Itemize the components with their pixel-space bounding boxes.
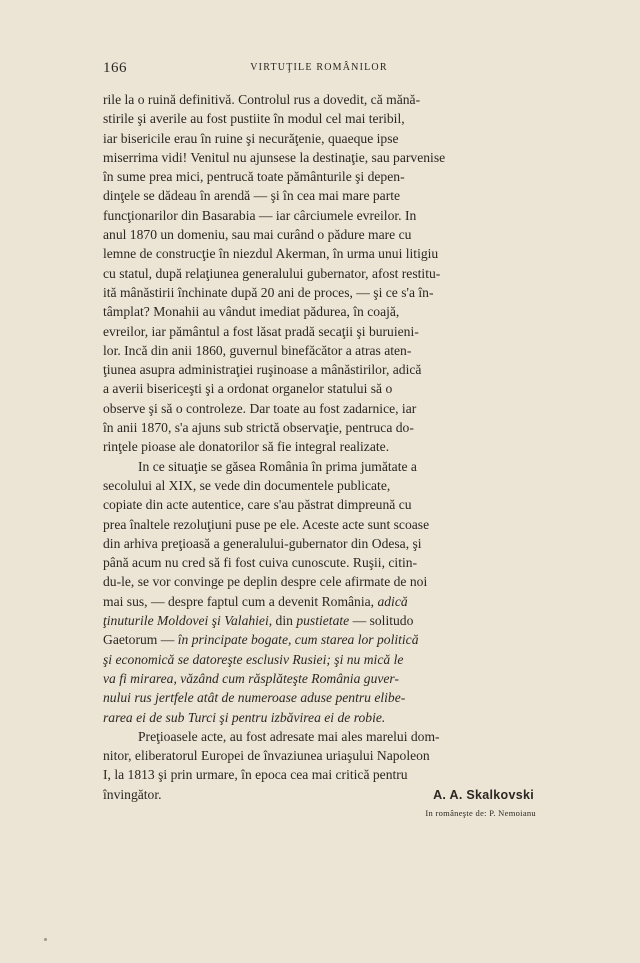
- text-line: lor. Incă din anii 1860, guvernul binefăcător a atras aten-: [103, 342, 412, 358]
- text-line: în anii 1870, s'a ajuns sub strictă observaţie, pentruca do-: [103, 420, 414, 436]
- text-line: observe şi să o controleze. Dar toate au fost zadarnice, iar: [103, 400, 417, 416]
- text-line: ţinuturile Moldovei şi Valahiei, din pustietate — solitudo: [103, 613, 414, 629]
- text-line: învingător.: [103, 786, 162, 802]
- author-signature: A. A. Skalkovski: [433, 788, 534, 802]
- text-line: rarea ei de sub Turci şi pentru izbăvirea ei de robie.: [103, 709, 386, 725]
- text-line: evreilor, iar pământul a fost lăsat pradă secaţii şi buruieni-: [103, 323, 419, 339]
- text-line: du-le, se vor convinge pe deplin despre cele afirmate de noi: [103, 574, 428, 590]
- text-line: nului rus jertfele atât de numeroase aduse pentru elibe-: [103, 690, 406, 706]
- text-line: In ce situaţie se găsea România în prima jumătate a: [138, 458, 417, 474]
- text-line: stirile şi averile au fost pustiite în modul cel mai teribil,: [103, 111, 405, 127]
- text-line: secolului al XIX, se vede din documentele publicate,: [103, 477, 391, 493]
- text-line: anul 1870 un domeniu, sau mai curând o pădure mare cu: [103, 227, 412, 243]
- text-line: ţiunea asupra administraţiei ruşinoase a mânăstirilor, adică: [103, 362, 422, 378]
- text-line: mai sus, — despre faptul cum a devenit România, adică: [103, 593, 408, 609]
- text-line: cu statul, după relaţiunea generalului gubernator, afost restitu-: [103, 265, 441, 281]
- text-line: dinţele se dădeau în arendă — şi în cea mai mare parte: [103, 188, 401, 204]
- text-line: rinţele pioase ale donatorilor să fie integral realizate.: [103, 439, 390, 455]
- text-line: I, la 1813 şi prin urmare, în epoca cea mai critică pentru: [103, 767, 408, 783]
- text-line: rile la o ruină definitivă. Controlul rus a dovedit, că mănă-: [103, 92, 421, 107]
- text-line: şi economică se datoreşte esclusiv Rusiei; şi nu mică le: [103, 651, 404, 667]
- paragraph-1: [103, 90, 534, 457]
- text-line: va fi mirarea, văzând cum răsplăteşte România guver-: [103, 670, 399, 686]
- text-line: ită mânăstirii închinate după 20 ani de proces, — şi ce s'a în-: [103, 284, 434, 300]
- text-line: Preţioasele acte, au fost adresate mai ales marelui dom-: [138, 728, 440, 744]
- translator-credit: In româneşte de: P. Nemoianu: [425, 808, 536, 818]
- text-line: nitor, eliberatorul Europei de învaziunea uriaşului Napoleon: [103, 748, 430, 764]
- text-line: tâmplat? Monahii au vândut imediat pădurea, în coajă,: [103, 304, 400, 320]
- text-line: în sume prea mici, pentrucă toate pământurile şi depen-: [103, 169, 405, 185]
- text-line: copiate din acte autentice, care s'au păstrat dimpreună cu: [103, 497, 412, 513]
- text-line: Gaetorum — în principate bogate, cum starea lor politică: [103, 632, 419, 648]
- scan-speck: [44, 938, 47, 941]
- paragraph-2: [103, 457, 534, 727]
- text-line: a averii bisericeşti şi a ordonat organelor statului să o: [103, 381, 393, 397]
- running-title: VIRTUŢILE ROMÂNILOR: [250, 62, 388, 73]
- text-line: iar bisericile erau în ruine şi necurăţenie, quaeque ipse: [103, 130, 399, 146]
- text-line: miserrima vidi! Venitul nu ajunsese la destinaţie, sau parvenise: [103, 149, 446, 165]
- article-body: [103, 90, 534, 804]
- text-line: funcţionarilor din Basarabia — iar cârciumele evreilor. In: [103, 207, 417, 223]
- text-line: din arhiva preţioasă a generalului-gubernator din Odesa, şi: [103, 535, 422, 551]
- text-line: lemne de construcţie în niezdul Akerman, în urma unui litigiu: [103, 246, 439, 262]
- text-line: până acum nu cred să fi fost cuiva cunoscute. Ruşii, citin-: [103, 555, 418, 571]
- text-line: prea înaltele rezoluţiuni puse pe ele. Aceste acte sunt scoase: [103, 516, 430, 532]
- page-header: [103, 60, 535, 80]
- page-number: 166: [103, 60, 127, 76]
